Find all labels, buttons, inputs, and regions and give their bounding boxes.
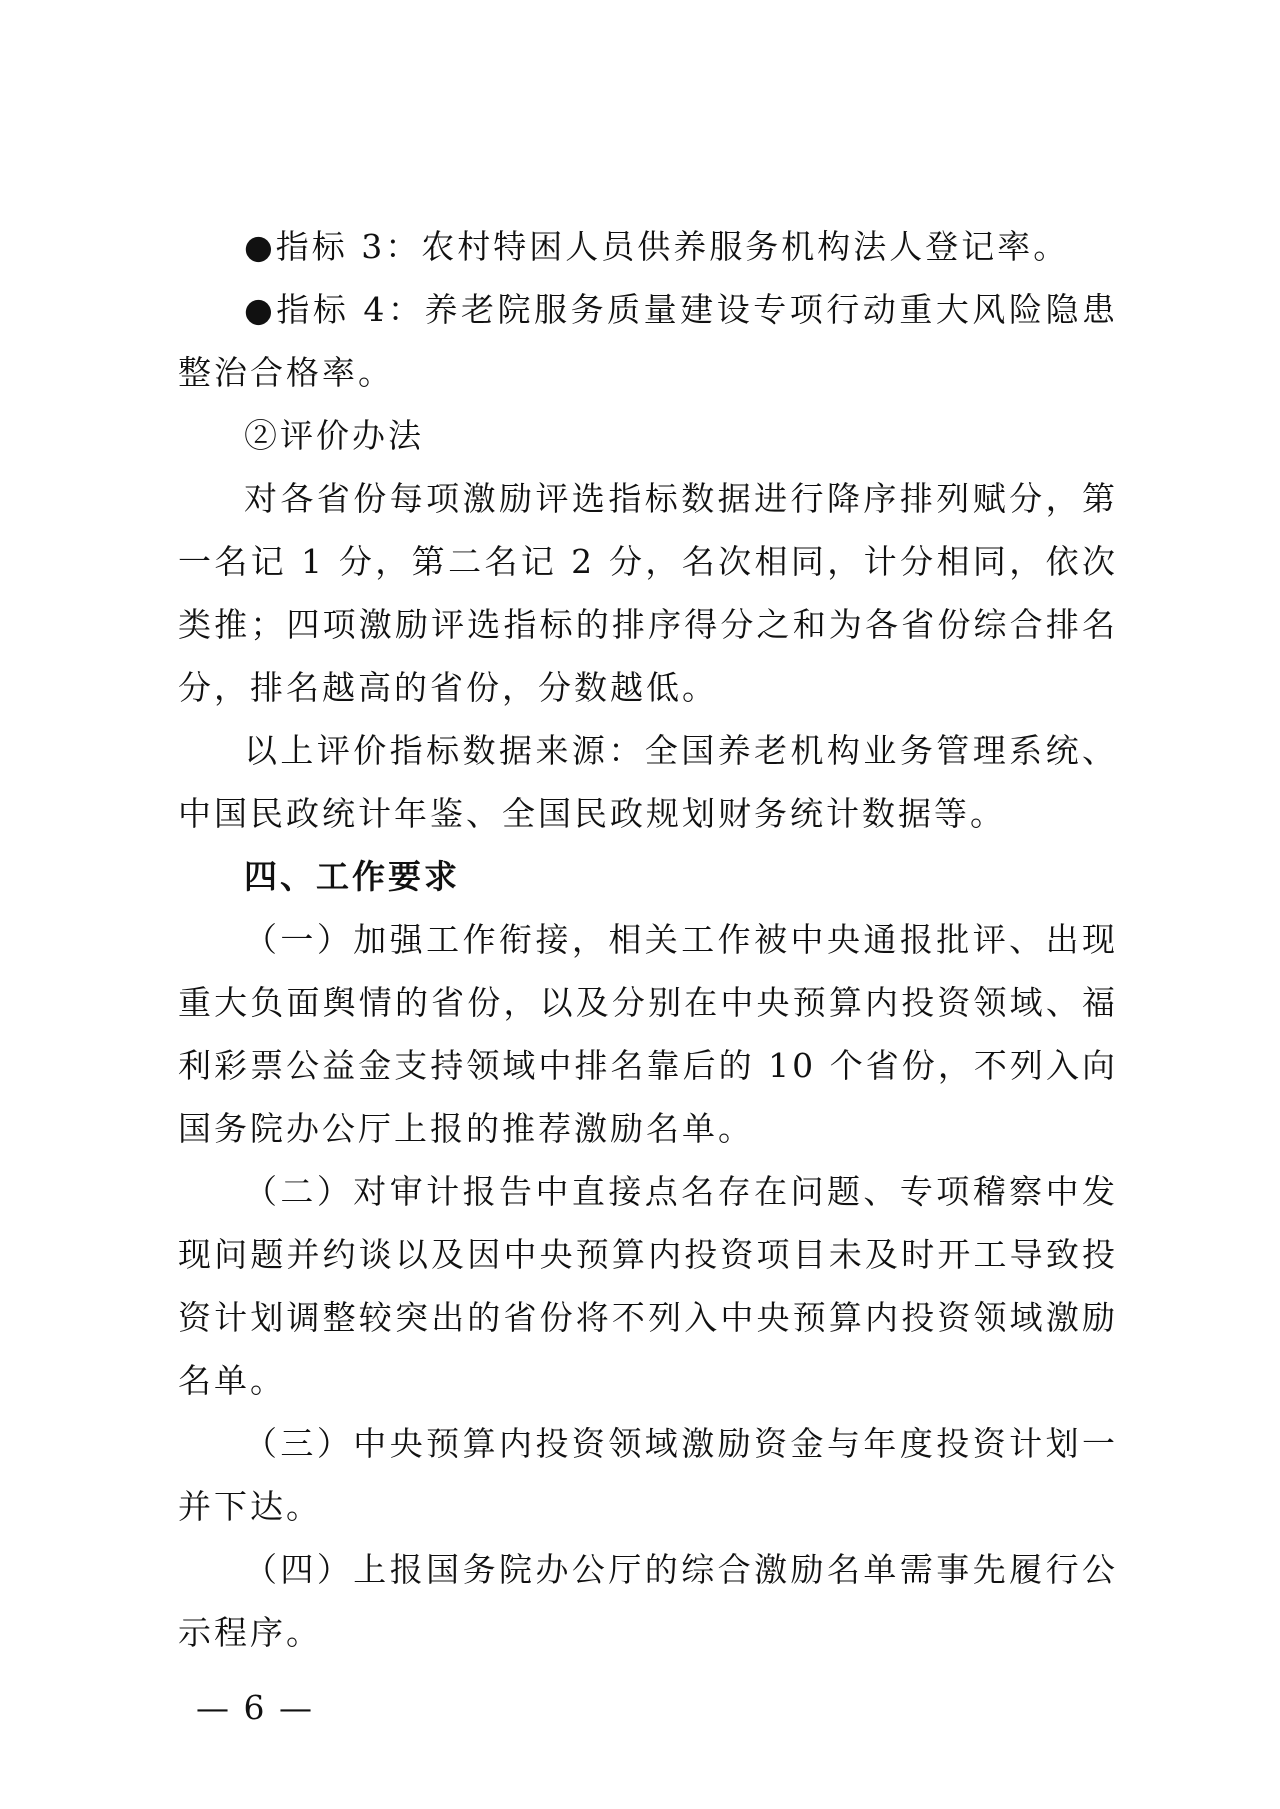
requirement-2: （二）对审计报告中直接点名存在问题、专项稽察中发现问题并约谈以及因中央预算内投资项目未及时开工导致投资计划调整较突出的省份将不列入中央预算内投资领域激励名单。	[178, 1172, 1118, 1400]
requirement-1: （一）加强工作衔接，相关工作被中央通报批评、出现重大负面舆情的省份，以及分别在中央预算内投资领域、福利彩票公益金支持领域中排名靠后的 10 个省份，不列入向国务院办公厅上报的推荐激励名单。	[178, 920, 1118, 1148]
evaluation-method-title: ②评价办法	[244, 416, 424, 455]
indicator-4: ●指标 4：养老院服务质量建设专项行动重大风险隐患整治合格率。	[178, 290, 1118, 392]
document-body	[178, 215, 1118, 1664]
section-heading: 四、工作要求	[244, 857, 460, 896]
requirement-3: （三）中央预算内投资领域激励资金与年度投资计划一并下达。	[178, 1424, 1118, 1526]
page-number: — 6 —	[196, 1688, 314, 1727]
evaluation-method-text: 对各省份每项激励评选指标数据进行降序排列赋分，第一名记 1 分，第二名记 2 分，名次相同，计分相同，依次类推；四项激励评选指标的排序得分之和为各省份综合排名分，排名越高的省份，分数越低。	[178, 479, 1118, 707]
data-source-text: 以上评价指标数据来源：全国养老机构业务管理系统、中国民政统计年鉴、全国民政规划财务统计数据等。	[178, 731, 1118, 833]
indicator-3: ●指标 3：农村特困人员供养服务机构法人登记率。	[244, 227, 1070, 266]
requirement-4: （四）上报国务院办公厅的综合激励名单需事先履行公示程序。	[178, 1550, 1118, 1652]
